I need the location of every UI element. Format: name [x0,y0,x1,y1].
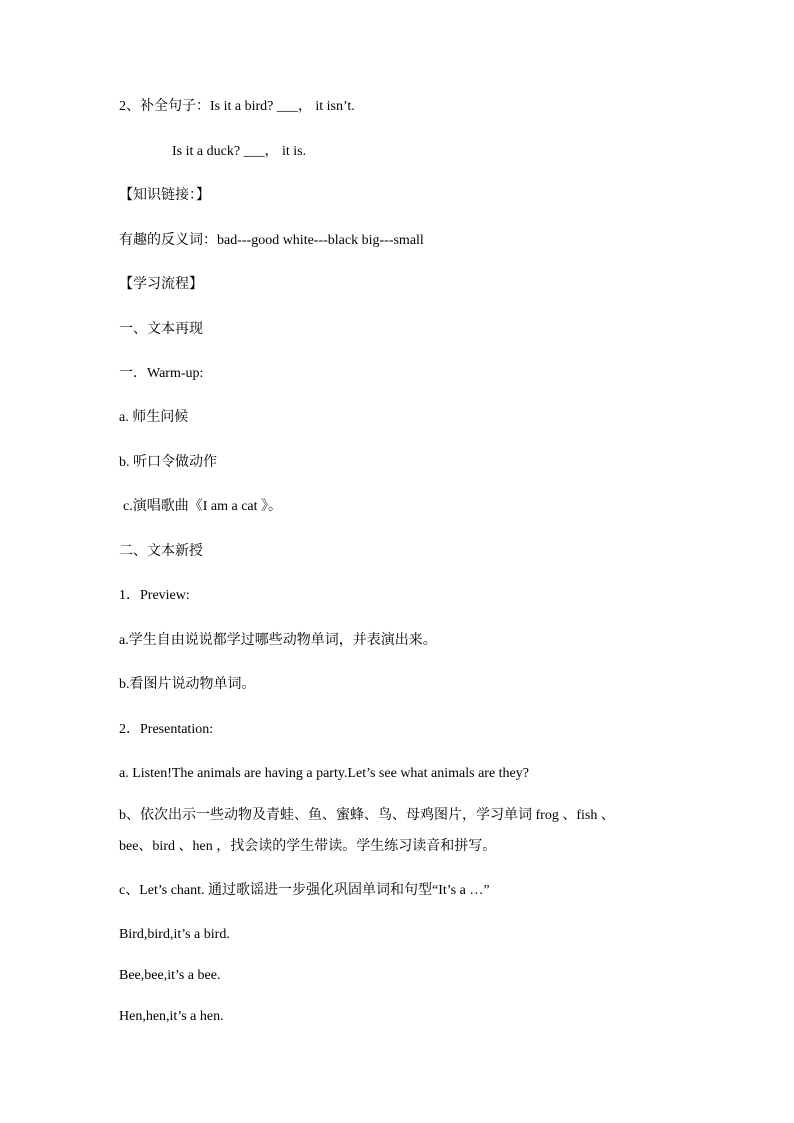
step-heading: 一．Warm-up: [119,366,204,381]
step-item: b. 听口令做动作 [119,455,217,470]
step-heading: 1．Preview: [119,588,190,603]
exercise-line-1: 2、补全句子：Is it a bird? ___， it isn’t. [119,99,355,114]
chant-line: Bee,bee,it’s a bee. [119,968,221,983]
antonyms-line: 有趣的反义词：bad---good white---black big---small [119,233,424,248]
chant-line: Hen,hen,it’s a hen. [119,1009,224,1024]
chant-line: Bird,bird,it’s a bird. [119,927,230,942]
exercise-line-2: Is it a duck? ___， it is. [172,144,307,159]
step-item: a. 师生问候 [119,410,189,425]
section-heading: 【学习流程】 [119,277,203,292]
section-heading: 【知识链接：】 [119,188,210,203]
step-item: c、Let’s chant. 通过歌谣进一步强化巩固单词和句型“It’s a …” [119,883,490,898]
step-heading: 2．Presentation: [119,722,214,737]
step-item: a.学生自由说说都学过哪些动物单词，并表演出来。 [119,633,437,648]
step-item: b、依次出示一些动物及青蛙、鱼、蜜蜂、鸟、母鸡图片，学习单词 frog 、fish 、 [119,808,615,823]
step-item-continued: bee、bird 、hen ，找会读的学生带读。学生练习读音和拼写。 [119,839,497,854]
subsection-heading: 二、文本新授 [119,544,203,559]
step-item: b.看图片说动物单词。 [119,677,256,692]
step-item: c.演唱歌曲《I am a cat 》。 [123,499,283,514]
subsection-heading: 一、文本再现 [119,322,203,337]
step-item: a. Listen!The animals are having a party.Let’s see what animals are they? [119,766,529,781]
